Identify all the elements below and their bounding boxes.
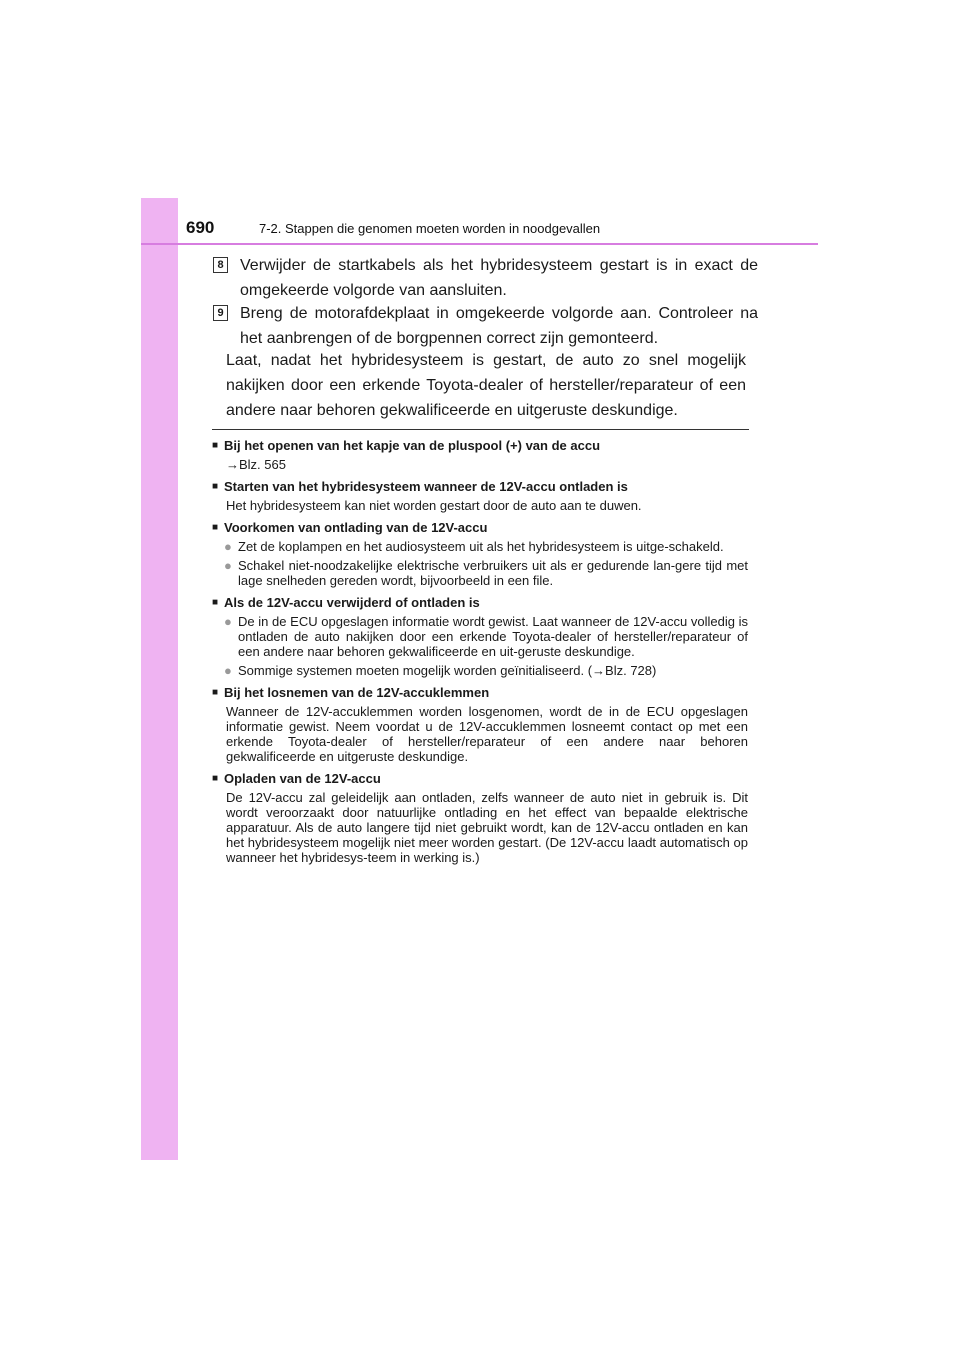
- step-8: [213, 253, 758, 303]
- note-heading: Bij het openen van het kapje van de pluspool (+) van de accu: [224, 438, 601, 453]
- section-divider: [212, 429, 749, 430]
- note-heading: Opladen van de 12V-accu: [224, 771, 381, 786]
- note-prevent-discharge: [212, 519, 748, 590]
- note-heading: Bij het losnemen van de 12V-accuklemmen: [224, 685, 490, 700]
- square-bullet-icon: ■: [212, 687, 219, 698]
- step-text: Verwijder de startkabels als het hybridesysteem gestart is in exact de omgekeerde volgorde van aansluiten.: [240, 257, 758, 299]
- step-text: Breng de motorafdekplaat in omgekeerde volgorde aan. Controleer na het aanbrengen of de borgpennen correct zijn gemonteerd.: [240, 305, 758, 347]
- square-bullet-icon: ■: [212, 597, 219, 608]
- square-bullet-icon: ■: [212, 773, 219, 784]
- list-item: [224, 661, 748, 680]
- page-number: 690: [186, 218, 215, 237]
- list-item: ● Schakel niet-noodzakelijke elektrische verbruikers uit als er gedurende lan-gere tijd met lage snelheden gereden wordt, bijvoorbeeld in een file.: [224, 558, 748, 588]
- page-reference-link[interactable]: Sommige systemen moeten mogelijk worden geïnitialiseerd. (→Blz. 728): [238, 663, 657, 678]
- square-bullet-icon: ■: [212, 440, 219, 451]
- step-number-badge: 9: [213, 305, 228, 321]
- step-9: [213, 301, 758, 351]
- note-heading: Als de 12V-accu verwijderd of ontladen is: [224, 595, 480, 610]
- note-body: Wanneer de 12V-accuklemmen worden losgenomen, wordt de in de ECU opgeslagen informatie gewist. Neem voordat u de 12V-accuklemmen losneemt contact op met een erkende Toyota-dealer of hersteller/reparateur of een andere naar behoren gekwalificeerde en uitgeruste deskundige.: [226, 704, 748, 764]
- circle-bullet-icon: ●: [224, 539, 232, 554]
- notes-section: [212, 437, 748, 871]
- header-rule: [141, 243, 818, 245]
- circle-bullet-icon: ●: [224, 558, 232, 573]
- square-bullet-icon: ■: [212, 522, 219, 533]
- list-item: ● De in de ECU opgeslagen informatie wordt gewist. Laat wanneer de 12V-accu volledig is ontladen de auto nakijken door een erkende Toyota-dealer of hersteller/reparateur of een andere naar behoren gekwalificeerde en uit-geruste deskundige.: [224, 614, 748, 659]
- note-removed-discharged: [212, 594, 748, 680]
- circle-bullet-icon: ●: [224, 614, 232, 629]
- square-bullet-icon: ■: [212, 481, 219, 492]
- note-heading: Voorkomen van ontlading van de 12V-accu: [224, 520, 488, 535]
- note-disconnect-terminals: [212, 684, 748, 766]
- note-body: Het hybridesysteem kan niet worden gestart door de auto aan te duwen.: [226, 498, 642, 513]
- circle-bullet-icon: ●: [224, 663, 232, 678]
- note-heading: Starten van het hybridesysteem wanneer de 12V-accu ontladen is: [224, 479, 628, 494]
- list-item: ● Zet de koplampen en het audiosysteem uit als het hybridesysteem is uitge-schakeld.: [224, 539, 724, 554]
- note-accu-cap: [212, 437, 748, 474]
- page-reference-link[interactable]: →Blz. 565: [226, 457, 286, 472]
- note-charging: [212, 770, 748, 867]
- section-title: 7-2. Stappen die genomen moeten worden in noodgevallen: [259, 221, 601, 236]
- advice-paragraph: Laat, nadat het hybridesysteem is gestart, de auto zo snel mogelijk nakijken door een erkende Toyota-dealer of hersteller/reparateur of een andere naar behoren gekwalificeerde en uitgeruste deskundige.: [226, 352, 746, 419]
- chapter-sidebar-tab: [141, 198, 178, 1160]
- note-starting: [212, 478, 748, 515]
- note-body: De 12V-accu zal geleidelijk aan ontladen, zelfs wanneer de auto niet in gebruik is. Dit wordt veroorzaakt door natuurlijke ontlading en het effect van bepaalde elektrische apparatuur. Als de auto langere tijd niet gebruikt wordt, kan de 12V-accu ontladen en kan het hybridesysteem mogelijk niet meer worden gestart. (De 12V-accu laadt automatisch op wanneer het hybridesys-teem in werking is.): [226, 790, 748, 865]
- step-number-badge: 8: [213, 257, 228, 273]
